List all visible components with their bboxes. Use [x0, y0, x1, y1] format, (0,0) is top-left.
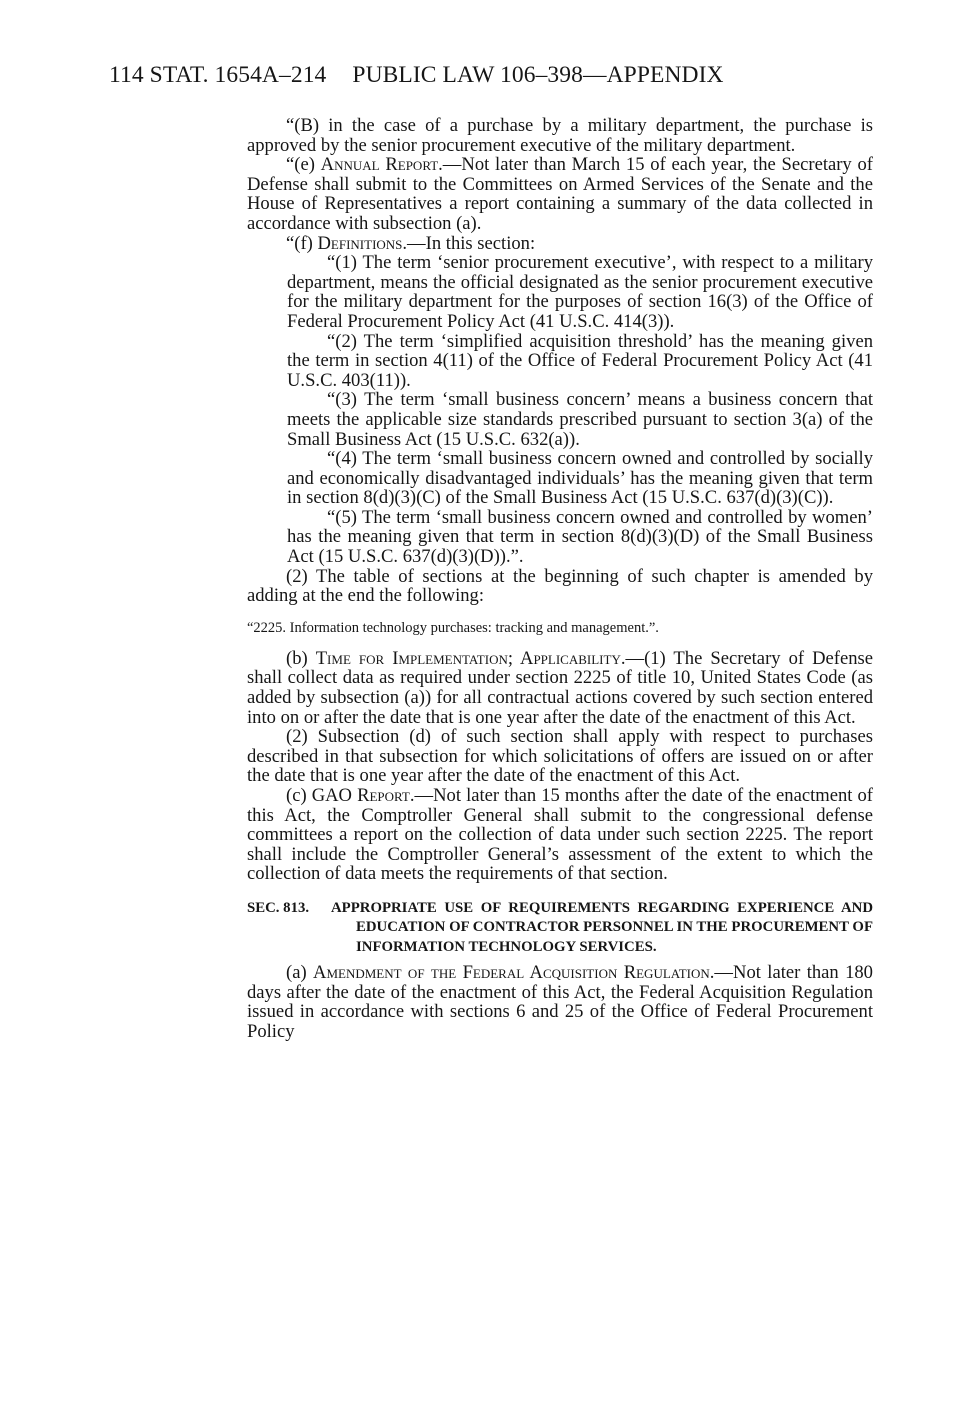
definition-3: “(3) The term ‘small business concern’ means a business concern that meets the applicable size standards prescribed pursuant to section 3(a) of the Small Business Act (15 U.S.C. 632(a)).: [287, 389, 873, 450]
definition-2: “(2) The term ‘simplified acquisition threshold’ has the meaning given the term in section 4(11) of the Office of Federal Procurement Policy Act (41 U.S.C. 403(11)).: [287, 330, 873, 391]
table-of-sections-entry: “2225. Information technology purchases: tracking and management.”.: [247, 619, 659, 636]
subsection-e-lead: “(e): [286, 154, 321, 176]
subsection-b-lead: (b): [286, 647, 316, 669]
subsection-f-caption: Definitions: [317, 232, 403, 254]
body-text: [247, 116, 873, 1042]
subsection-c-text: .—Not later than 15 months after the date of the enactment of this Act, the Comptroller General shall submit to the congressional defense committees a report on the collection of data under such section 2225. The report shall include the Comptroller General’s assessment of the extent to which the collection of data meets the requirements of that section.: [247, 785, 873, 885]
section-heading: [247, 899, 873, 957]
subsection-c-lead: (c) GAO: [286, 785, 358, 806]
paragraph-b-military: “(B) in the case of a purchase by a military department, the purchase is approved by the senior procurement executive of the military department.: [247, 115, 873, 156]
subsection-b-caption: Time for Implementation; Applicability: [315, 647, 621, 669]
subsection-e-annual-report: [247, 155, 873, 233]
subsection-b-paragraph-2: (2) Subsection (d) of such section shall apply with respect to purchases described in that subsection for which solicitations of offers are issued on or after the date that is one year after the date of the enactment of this Act.: [247, 726, 873, 787]
subsection-a-lead: (a): [286, 962, 314, 984]
paragraph-2-table-of-sections: (2) The table of sections at the beginning of such chapter is amended by adding at the end the following:: [247, 565, 873, 607]
subsection-a-caption: Amendment of the Federal Acquisition Regulation: [313, 962, 710, 984]
definition-4: “(4) The term ‘small business concern owned and controlled by socially and economically disadvantaged individuals’ has the meaning given that term in section 8(d)(3)(C) of the Small Business Act (15 U.S.C. 637(d)(3)(C)).: [287, 448, 873, 509]
subsection-b-text: .—(1) The Secretary of Defense shall collect data as required under section 2225 of title 10, United States Code (as added by subsection (a)) for all contractual actions covered by such section entered into on or after the date that is one year after the date of the enactment of this Act.: [247, 647, 873, 728]
subsection-a-amendment-far: [247, 963, 873, 1041]
law-title: PUBLIC LAW 106–398—APPENDIX: [352, 62, 724, 88]
stat-citation: 114 STAT. 1654A–214: [109, 62, 327, 88]
subsection-a-text: .—Not later than 180 days after the date of the enactment of this Act, the Federal Acquisition Regulation issued in accordance with sections 6 and 25 of the Office of Federal Procurement Policy: [247, 962, 873, 1042]
subsection-c-caption: Report: [357, 785, 410, 806]
subsection-c-gao-report: [247, 786, 873, 884]
subsection-e-caption: Annual Report: [320, 154, 439, 176]
definition-5: “(5) The term ‘small business concern owned and controlled by women’ has the meaning given that term in section 8(d)(3)(D) of the Small Business Act (15 U.S.C. 637(d)(3)(D)).”.: [287, 506, 873, 568]
subsection-b-time-for-implementation: [247, 649, 873, 727]
running-head: [109, 62, 724, 89]
section-number: SEC. 813.: [247, 899, 310, 916]
section-title: APPROPRIATE USE OF REQUIREMENTS REGARDING EXPERIENCE AND EDUCATION OF CONTRACTOR PERSONNEL IN THE PROCUREMENT OF INFORMATION TECHNOLOGY SERVICES.: [331, 899, 873, 955]
definition-1: “(1) The term ‘senior procurement executive’, with respect to a military department, means the official designated as the senior procurement executive for the military department for the purposes of section 16(3) of the Office of Federal Procurement Policy Act (41 U.S.C. 414(3)).: [287, 252, 873, 332]
subsection-f-definitions: [247, 234, 873, 254]
subsection-f-lead: “(f): [286, 232, 318, 254]
subsection-f-text: .—In this section:: [402, 232, 536, 254]
subsection-e-text: .—Not later than March 15 of each year, the Secretary of Defense shall submit to the Committees on Armed Services of the Senate and the House of Representatives a report containing a summary of the data collected in accordance with subsection (a).: [247, 154, 873, 234]
